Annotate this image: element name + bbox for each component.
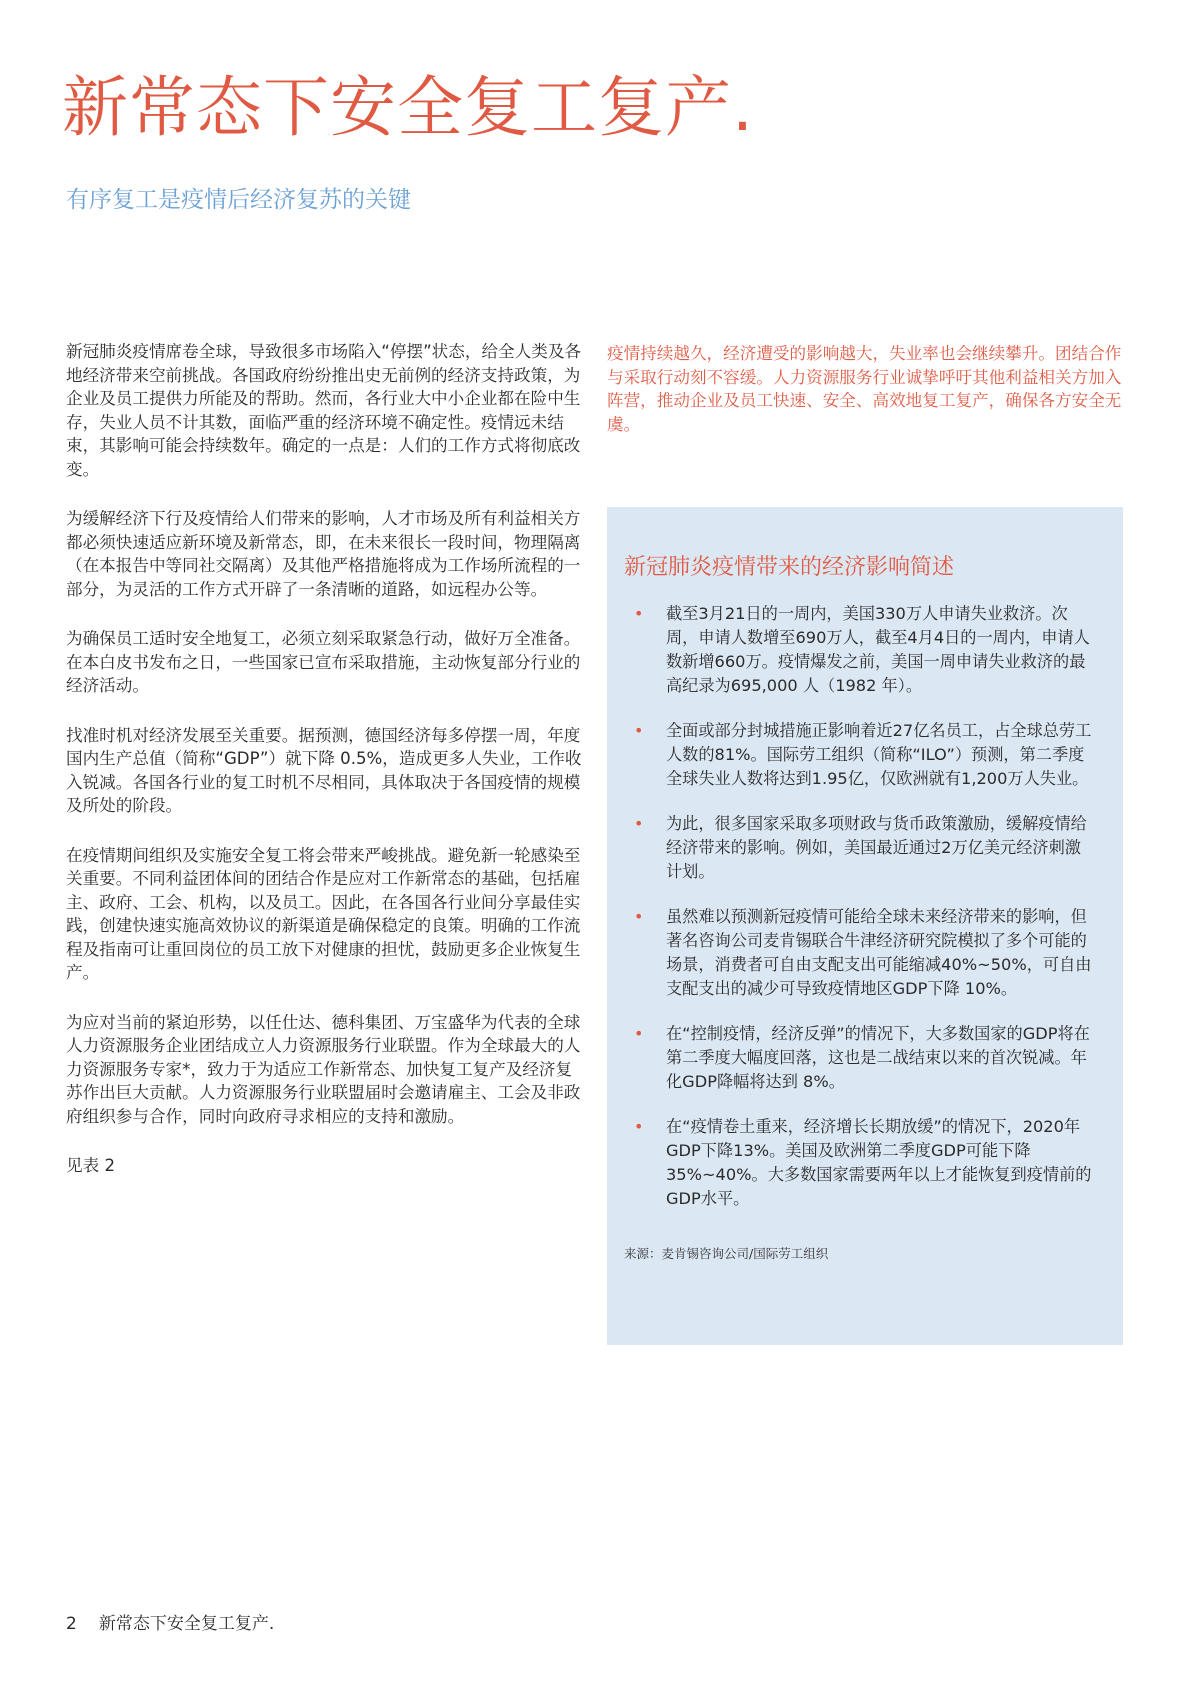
bullet-icon: • [634, 604, 644, 623]
list-item [624, 1115, 1093, 1211]
source-note: 来源：麦肯锡咨询公司/国际劳工组织 [624, 1246, 829, 1261]
bullet-icon: • [634, 1117, 644, 1136]
body-paragraph: 为缓解经济下行及疫情给人们带来的影响，人才市场及所有利益相关方都必须快速适应新环境及新常态，即，在未来很长一段时间，物理隔离（在本报告中等同社交隔离）及其他严格措施将成为工作场所流程的一部分，为灵活的工作方式开辟了一条清晰的道路，如远程办公等。 [66, 509, 581, 599]
bullet-icon: • [634, 1024, 644, 1043]
list-item-text: 虽然难以预测新冠疫情可能给全球未来经济带来的影响，但著名咨询公司麦肯锡联合牛津经济研究院模拟了多个可能的场景，消费者可自由支配支出可能缩减40%~50%，可自由支配支出的减少可导致疫情地区GDP下降 10%。 [666, 907, 1092, 998]
body-paragraph: 新冠肺炎疫情席卷全球，导致很多市场陷入“停摆”状态，给全人类及各地经济带来空前挑战。各国政府纷纷推出史无前例的经济支持政策，为企业及员工提供力所能及的帮助。然而，各行业大中小企业都在险中生存，失业人员不计其数，面临严重的经济环境不确定性。疫情远未结束，其影响可能会持续数年。确定的一点是：人们的工作方式将彻底改变。 [66, 342, 582, 479]
list-item [624, 719, 1093, 791]
list-item [624, 905, 1093, 1001]
bullet-icon: • [634, 814, 644, 833]
list-item [624, 1022, 1093, 1094]
list-item-text: 为此，很多国家采取多项财政与货币政策激励，缓解疫情给经济带来的影响。例如，美国最近通过2万亿美元经济刺激计划。 [666, 814, 1087, 881]
body-paragraph: 在疫情期间组织及实施安全复工将会带来严峻挑战。避免新一轮感染至关重要。不同利益团体间的团结合作是应对工作新常态的基础，包括雇主、政府、工会、机构，以及员工。因此，在各国各行业间分享最佳实践，创建快速实施高效协议的新渠道是确保稳定的良策。明确的工作流程及指南可让重回岗位的员工放下对健康的担忧，鼓励更多企业恢复生产。 [66, 845, 581, 982]
table-reference: 见表 2 [66, 1156, 116, 1175]
list-item-text: 在“疫情卷土重来，经济增长长期放缓”的情况下，2020年GDP下降13%。美国及欧洲第二季度GDP可能下降35%~40%。大多数国家需要两年以上才能恢复到疫情前的GDP水平。 [666, 1117, 1092, 1208]
bullet-icon: • [634, 721, 644, 740]
list-item-text: 截至3月21日的一周内，美国330万人申请失业救济。次周，申请人数增至690万人，截至4月4日的一周内，申请人数新增660万。疫情爆发之前，美国一周申请失业救济的最高纪录为695,000 人（1982 年）。 [666, 604, 1090, 695]
page-number: 2 [66, 1614, 77, 1634]
economic-impact-sidebar [607, 507, 1123, 1345]
sidebar-heading: 新冠肺炎疫情带来的经济影响简述 [624, 555, 955, 580]
list-item-text: 全面或部分封城措施正影响着近27亿名员工，占全球总劳工人数的81%。国际劳工组织（简称“ILO”）预测，第二季度全球失业人数将达到1.95亿，仅欧洲就有1,200万人失业。 [666, 721, 1092, 788]
list-item [624, 812, 1093, 884]
body-paragraph: 找准时机对经济发展至关重要。据预测，德国经济每多停摆一周，年度国内生产总值（简称“GDP”）就下降 0.5%，造成更多人失业，工作收入锐减。各国各行业的复工时机不尽相同，具体取决于各国疫情的规模及所处的阶段。 [66, 725, 582, 815]
page-subtitle: 有序复工是疫情后经济复苏的关键 [66, 187, 411, 213]
list-item [624, 602, 1093, 698]
list-item-text: 在“控制疫情，经济反弹”的情况下，大多数国家的GDP将在第二季度大幅度回落，这也是二战结束以来的首次锐减。年化GDP降幅将达到 8%。 [666, 1024, 1090, 1091]
page-title: 新常态下安全复工复产. [62, 69, 754, 146]
callout-quote: 疫情持续越久，经济遭受的影响越大，失业率也会继续攀升。团结合作与采取行动刻不容缓。人力资源服务行业诚挚呼吁其他利益相关方加入阵营，推动企业及员工快速、安全、高效地复工复产，确保各方安全无虞。 [607, 344, 1122, 434]
sidebar-list [624, 602, 1093, 1211]
bullet-icon: • [634, 907, 644, 926]
body-paragraph: 为确保员工适时安全地复工，必须立刻采取紧急行动，做好万全准备。在本白皮书发布之日，一些国家已宣布采取措施，主动恢复部分行业的经济活动。 [66, 629, 581, 695]
footer-title: 新常态下安全复工复产. [98, 1614, 275, 1634]
left-column [66, 340, 586, 1204]
body-paragraph: 为应对当前的紧迫形势，以任仕达、德科集团、万宝盛华为代表的全球人力资源服务企业团结成立人力资源服务行业联盟。作为全球最大的人力资源服务专家*，致力于为适应工作新常态、加快复工复产及经济复苏作出巨大贡献。人力资源服务行业联盟届时会邀请雇主、工会及非政府组织参与合作，同时向政府寻求相应的支持和激励。 [66, 1012, 581, 1126]
page-footer [66, 1612, 274, 1636]
